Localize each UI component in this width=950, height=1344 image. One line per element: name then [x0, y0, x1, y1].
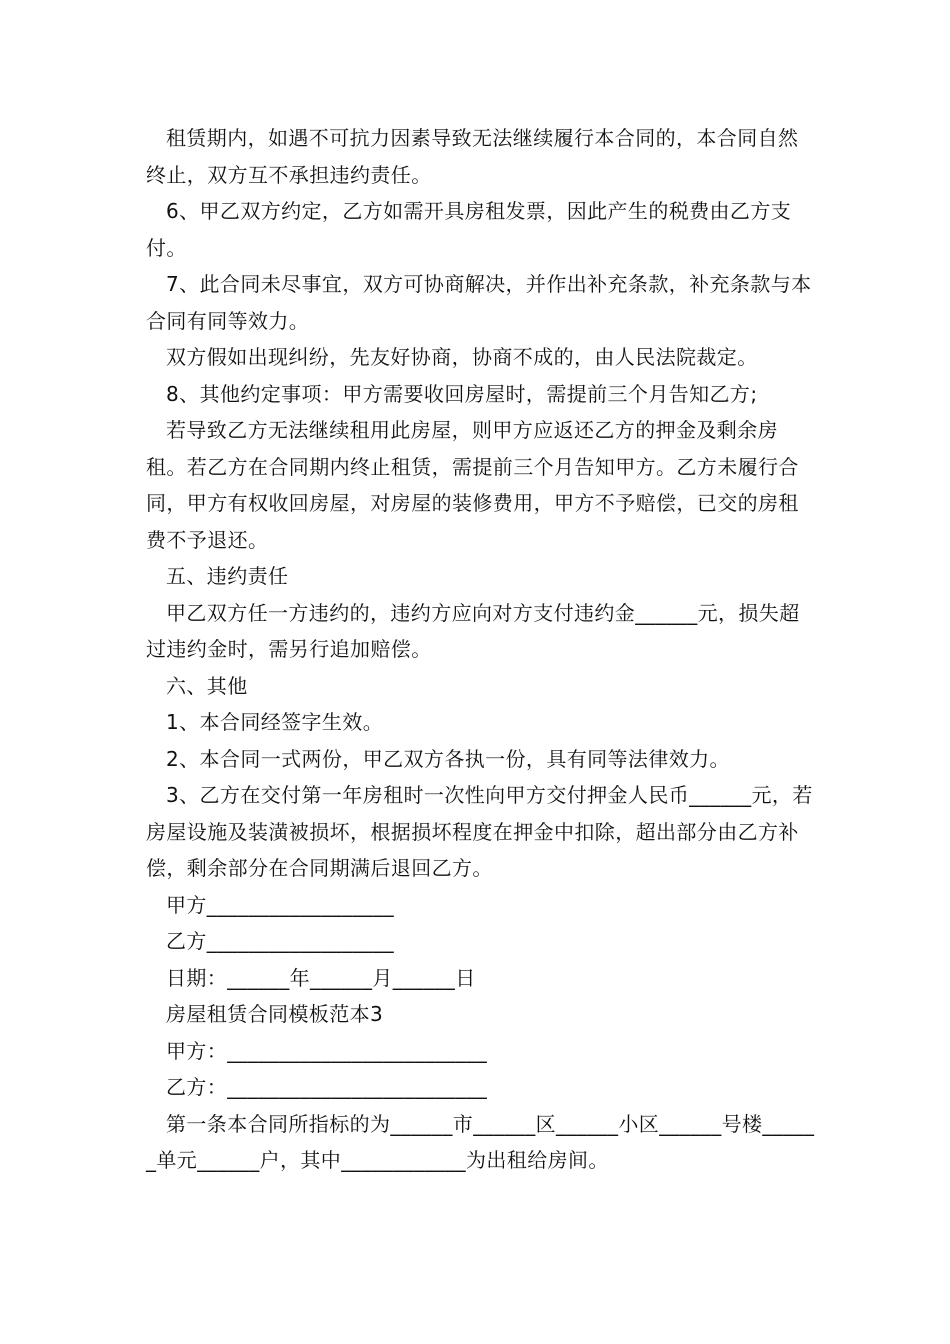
- signature-date: 日期：______年______月______日: [166, 965, 476, 990]
- document-body: [146, 120, 816, 1179]
- clause-3-deposit: 3、乙方在交付第一年房租时一次性向甲方交付押金人民币______元，若房屋设施及装潢被损坏，根据损坏程度在押金中扣除，超出部分由乙方补偿，剩余部分在合同期满后退回乙方。: [146, 783, 813, 880]
- paragraph-dispute-resolution: 双方假如出现纠纷，先友好协商，协商不成的，由人民法院裁定。: [166, 345, 758, 369]
- template-title: 房屋租赁合同模板范本3: [166, 1002, 384, 1026]
- section-heading-other: 六、其他: [166, 673, 248, 698]
- signature-party-a: 甲方__________________: [166, 892, 394, 917]
- paragraph-breach-penalty: 甲乙双方任一方违约的，违约方应向对方支付违约金______元，损失超过违约金时，需另行追加赔偿。: [146, 600, 800, 661]
- party-a-field: 甲方：_________________________: [166, 1038, 488, 1063]
- party-b-field: 乙方：_________________________: [166, 1075, 488, 1099]
- paragraph-force-majeure: 租赁期内，如遇不可抗力因素导致无法继续履行本合同的，本合同自然终止，双方互不承担违约责任。: [146, 126, 799, 187]
- article-1-premises: 第一条本合同所指标的为______市______区______小区______号楼______单元______户，其中____________为出租给房间。: [146, 1111, 815, 1172]
- clause-7-supplementary-terms: 7、此合同未尽事宜，双方可协商解决，并作出补充条款，补充条款与本合同有同等效力。: [146, 272, 812, 333]
- paragraph-early-termination: 若导致乙方无法继续租用此房屋，则甲方应返还乙方的押金及剩余房租。若乙方在合同期内终止租赁，需提前三个月告知甲方。乙方未履行合同，甲方有权收回房屋，对房屋的装修费用，甲方不予赔偿，已交的房租费不予退还。: [146, 418, 799, 552]
- clause-6-invoice-tax: 6、甲乙双方约定，乙方如需开具房租发票，因此产生的税费由乙方支付。: [146, 199, 792, 260]
- clause-1-effective: 1、本合同经签字生效。: [166, 710, 384, 734]
- signature-party-b: 乙方__________________: [166, 929, 394, 953]
- clause-2-copies: 2、本合同一式两份，甲乙双方各执一份，具有同等法律效力。: [166, 746, 730, 771]
- clause-8-other-terms: 8、其他约定事项：甲方需要收回房屋时，需提前三个月告知乙方;: [166, 381, 758, 406]
- section-heading-breach: 五、违约责任: [166, 564, 289, 588]
